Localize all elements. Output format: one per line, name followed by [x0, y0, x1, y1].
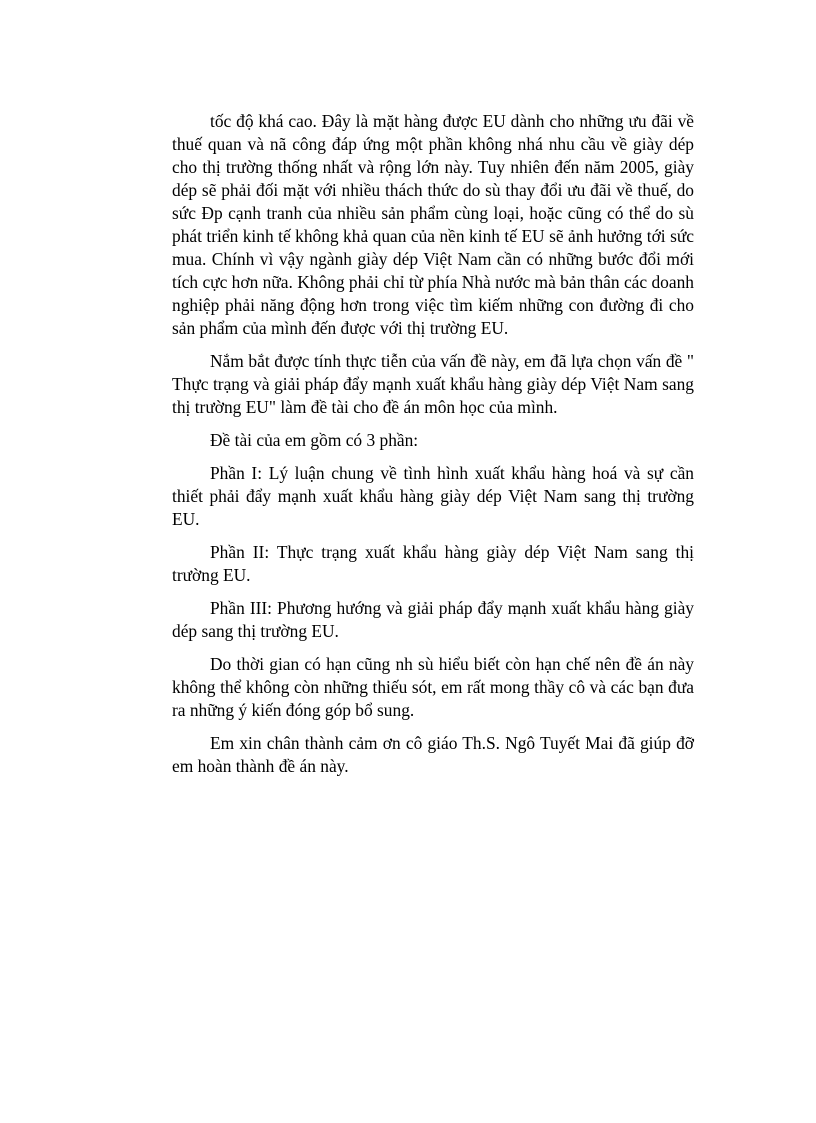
paragraph-part-1: Phần I: Lý luận chung về tình hình xuất khẩu hàng hoá và sự cần thiết phải đẩy mạnh xuất khẩu hàng giày dép Việt Nam sang thị trường EU. [172, 463, 694, 529]
paragraph-intro-continuation: tốc độ khá cao. Đây là mặt hàng được EU dành cho những ưu đãi về thuế quan và nã công đáp ứng một phần không nhá nhu cầu về giày dép cho thị trường thống nhất và rộng lớn này. Tuy nhiên đến năm 2005, giày dép sẽ phải đối mặt với nhiều thách thức do sù thay đổi ưu đãi về thuế, do sức Đp cạnh tranh của nhiều sản phẩm cùng loại, hoặc cũng có thể do sù phát triển kinh tế không khả quan của nền kinh tế EU sẽ ảnh hưởng tới sức mua. Chính vì vậy ngành giày dép Việt Nam cần có những bước đổi mới tích cực hơn nữa. Không phải chỉ từ phía Nhà nước mà bản thân các doanh nghiệp phải năng động hơn trong việc tìm kiếm những con đường đi cho sản phẩm của mình đến được với thị trường EU. [172, 111, 694, 338]
paragraph-topic-choice: Nắm bắt được tính thực tiễn của vấn đề này, em đã lựa chọn vấn đề " Thực trạng và giải pháp đẩy mạnh xuất khẩu hàng giày dép Việt Nam sang thị trường EU" làm đề tài cho đề án môn học của mình. [172, 351, 694, 417]
paragraph-acknowledgement: Em xin chân thành cảm ơn cô giáo Th.S. Ngô Tuyết Mai đã giúp đỡ em hoàn thành đề án này. [172, 733, 694, 776]
paragraph-part-3: Phần III: Phương hướng và giải pháp đẩy mạnh xuất khẩu hàng giày dép sang thị trường EU. [172, 598, 694, 641]
paragraph-structure-intro: Đề tài của em gồm có 3 phần: [210, 430, 419, 450]
paragraph-part-2: Phần II: Thực trạng xuất khẩu hàng giày dép Việt Nam sang thị trường EU. [172, 542, 694, 585]
body-text [172, 110, 694, 788]
paragraph-limitations: Do thời gian có hạn cũng nh sù hiểu biết còn hạn chế nên đề án này không thể không còn những thiếu sót, em rất mong thầy cô và các bạn đưa ra những ý kiến đóng góp bổ sung. [172, 654, 694, 720]
